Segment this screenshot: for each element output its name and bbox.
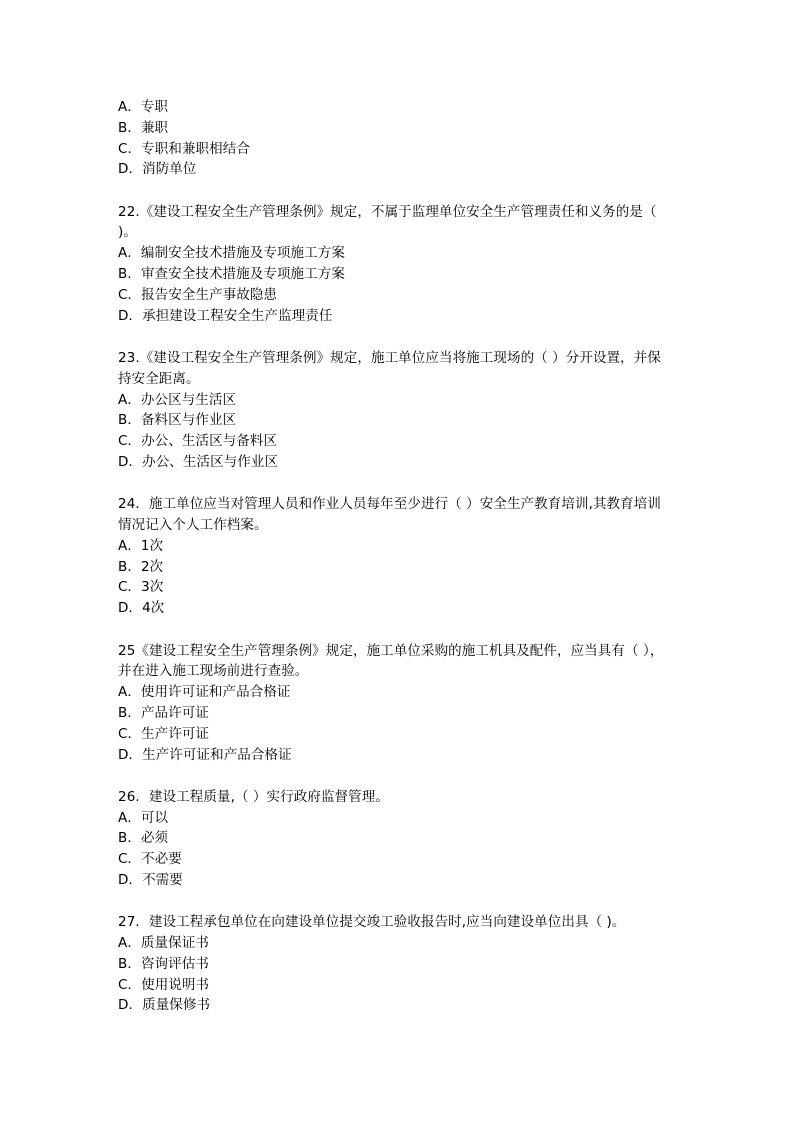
question-27-block [118,912,678,1016]
option-a: A．办公区与生活区 [118,391,237,408]
option-c: C．报告安全生产事故隐患 [118,286,278,303]
option-c: C．生产许可证 [118,725,210,742]
option-c: C．使用说明书 [118,976,210,993]
option-c: C．不必要 [118,851,182,868]
question-23-block [118,348,678,473]
option-a: A．可以 [118,809,169,826]
option-c: C．办公、生活区与备料区 [118,433,278,450]
question-25-text: 25《建设工程安全生产管理条例》规定，施工单位采购的施工机具及配件，应当具有（ ），并在进入施工现场前进行查验。 [118,642,664,680]
option-d: D．消防单位 [118,161,197,178]
option-b: B．咨询评估书 [118,955,209,972]
document-page [118,97,678,1038]
option-b: B．备料区与作业区 [118,412,237,429]
option-b: B．2次 [118,558,164,575]
option-b: B．必须 [118,830,169,847]
option-a: A．使用许可证和产品合格证 [118,684,291,701]
option-c: C．专职和兼职相结合 [118,140,250,157]
option-a: A．编制安全技术措施及专项施工方案 [118,245,345,262]
option-d: D．承担建设工程安全生产监理责任 [118,307,333,324]
question-27-text: 27．建设工程承包单位在向建设单位提交竣工验收报告时,应当向建设单位出具（ )。 [118,914,626,931]
option-c: C．3次 [118,579,164,596]
option-b: B．兼职 [118,119,169,136]
option-d: D．不需要 [118,872,183,888]
option-d: D．生产许可证和产品合格证 [118,746,292,763]
option-d: D．质量保修书 [118,997,211,1014]
question-23-text: 23.《建设工程安全生产管理条例》规定，施工单位应当将施工现场的（ ）分开设置，并保持安全距离。 [118,349,661,387]
option-d: D．4次 [118,600,165,617]
option-a: A．专职 [118,99,169,115]
question-22-block [118,202,678,327]
question-24-text: 24．施工单位应当对管理人员和作业人员每年至少进行（ ）安全生产教育培训,其教育培训情况记入个人工作档案。 [118,496,661,534]
question-22-text: 22.《建设工程安全生产管理条例》规定，不属于监理单位安全生产管理责任和义务的是（ )。 [118,203,657,241]
question-25-block [118,641,678,766]
option-a: A．质量保证书 [118,935,209,952]
question-26-text: 26．建设工程质量,（ ）实行政府监督管理。 [118,788,389,805]
question-26-block [118,787,678,891]
question-24-block [118,494,678,619]
option-a: A．1次 [118,537,164,554]
option-b: B．审查安全技术措施及专项施工方案 [118,266,345,283]
question-21-block [118,97,678,180]
option-d: D．办公、生活区与作业区 [118,453,279,470]
option-b: B．产品许可证 [118,704,209,721]
